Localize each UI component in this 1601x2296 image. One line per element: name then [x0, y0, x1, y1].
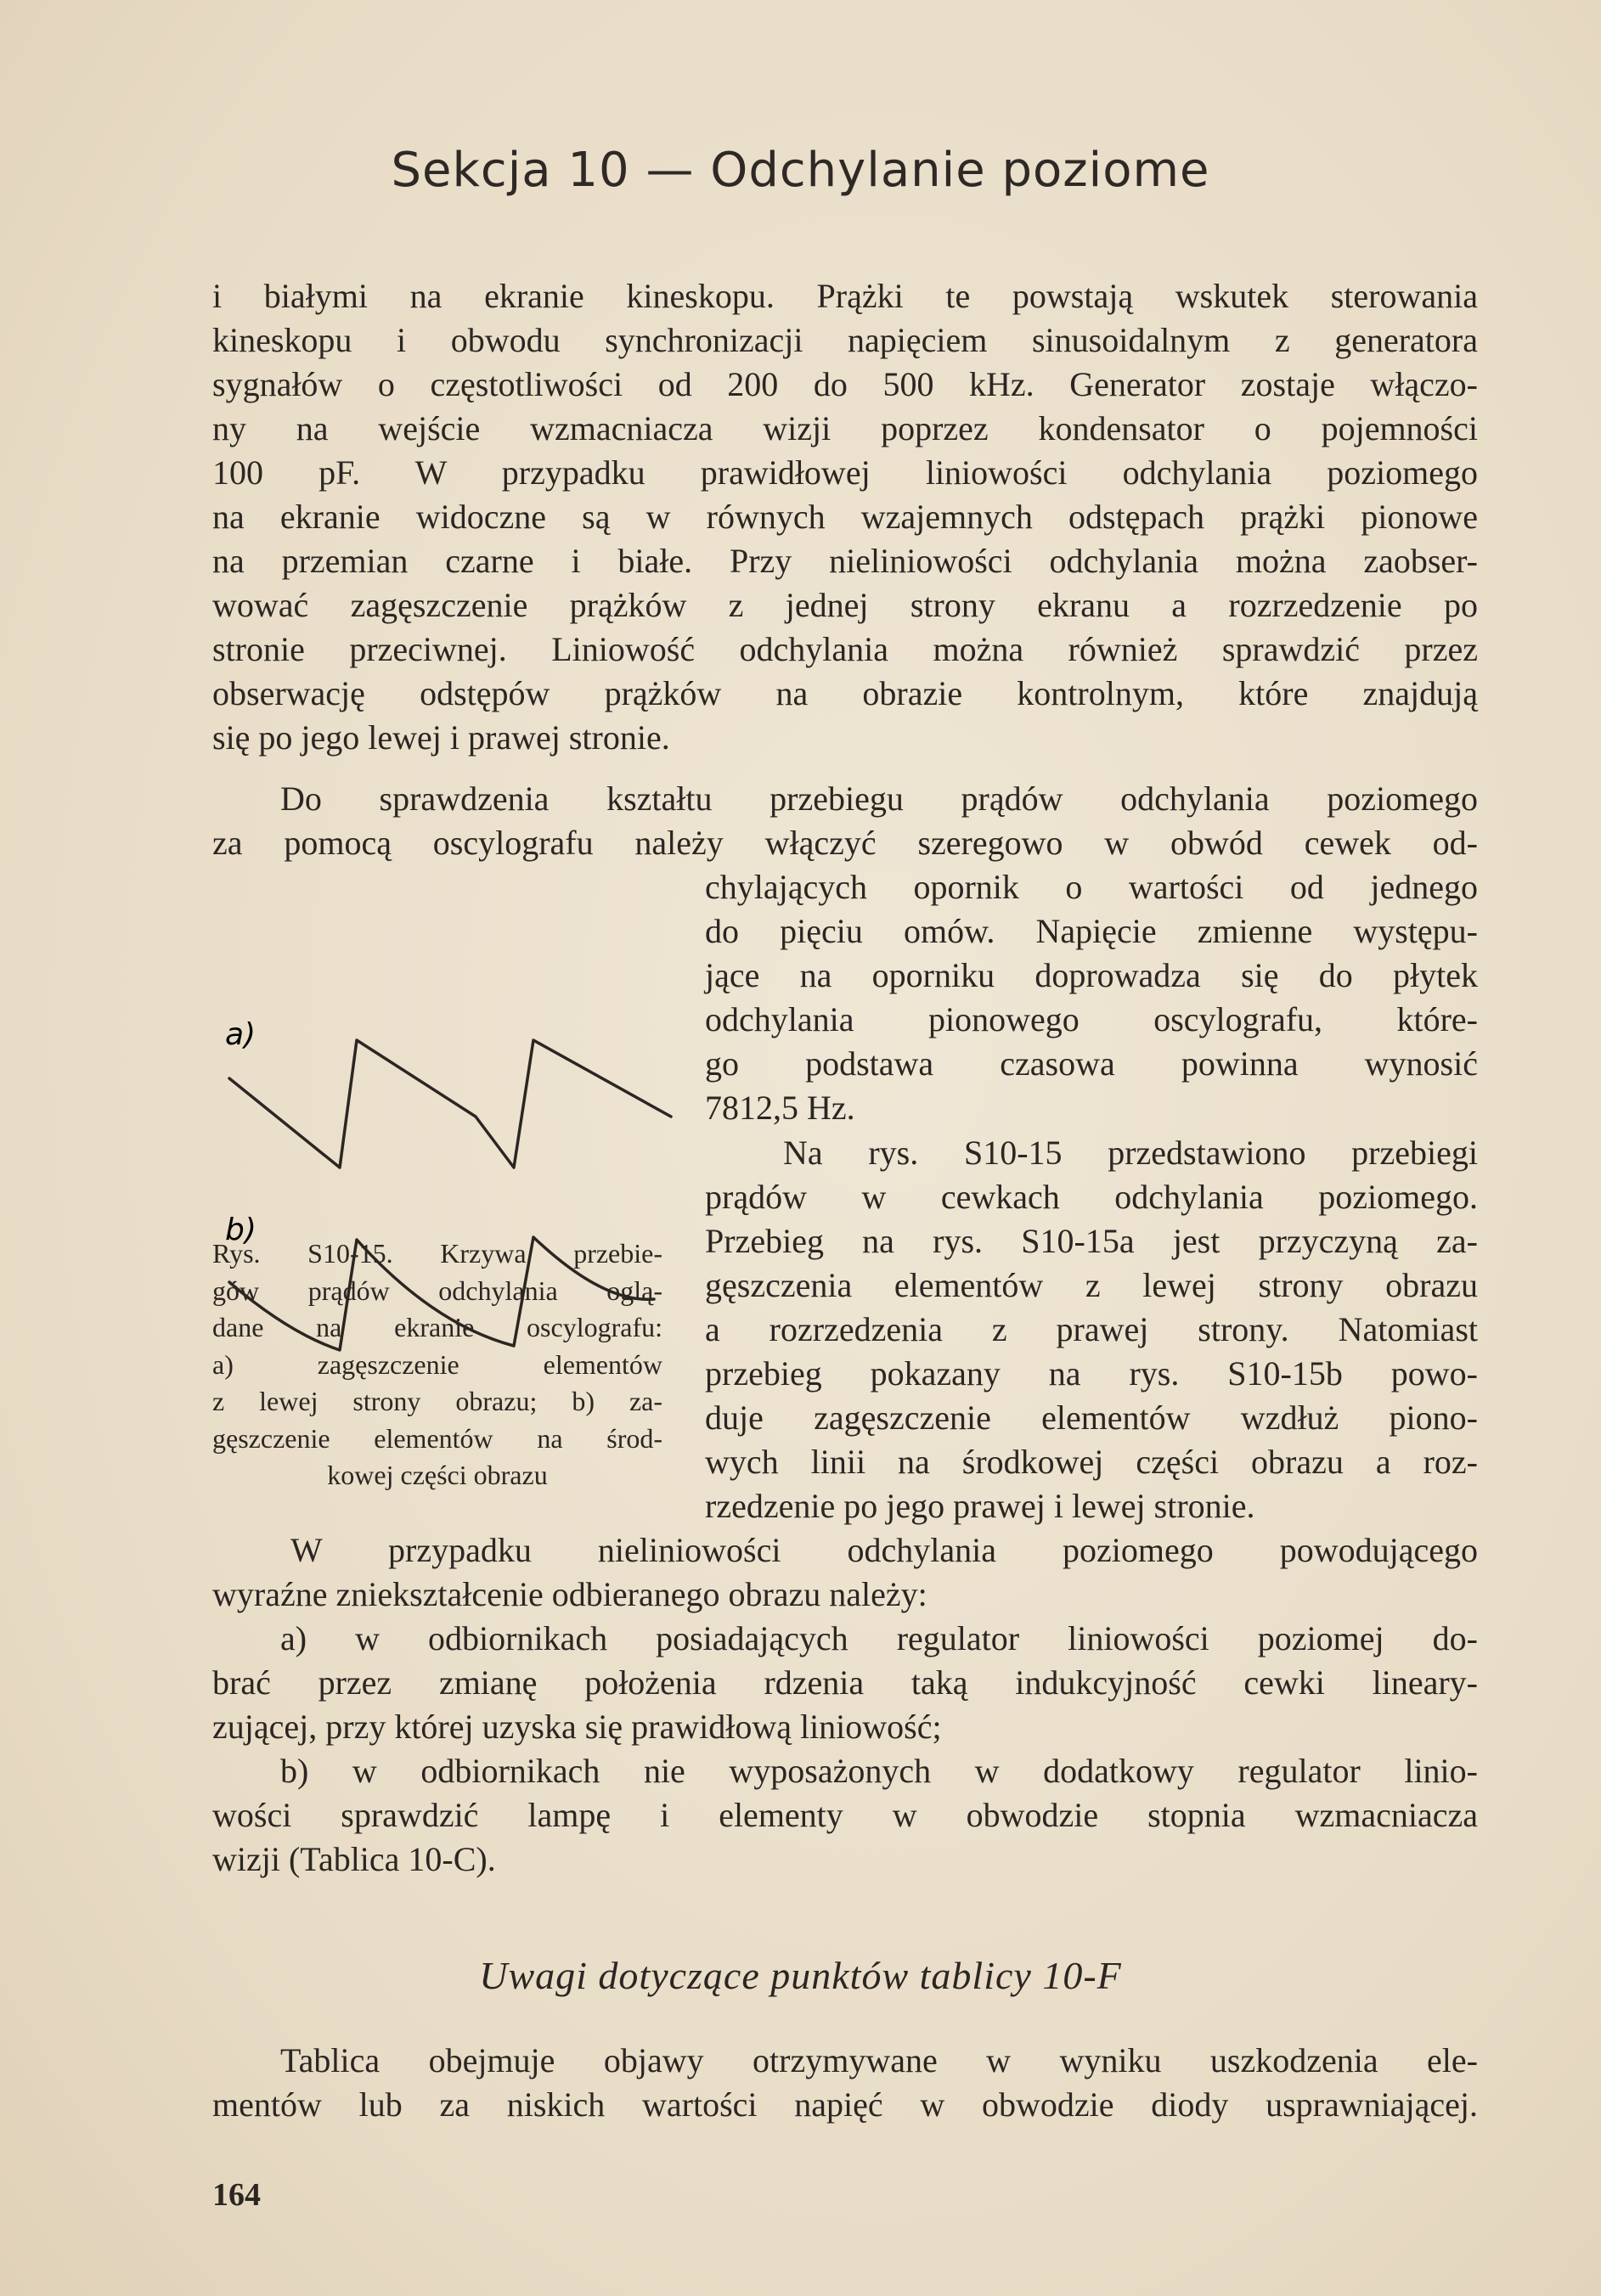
text-line: wować zagęszczenie prążków z jednej strony ekranu a rozrzedzenie po: [212, 586, 1478, 624]
text-line: ny na wejście wzmacniacza wizji poprzez kondensator o pojemności: [212, 409, 1478, 447]
subsection-title: Uwagi dotyczące punktów tablicy 10-F: [479, 1954, 1122, 1997]
text-line: brać przez zmianę położenia rdzenia taką indukcyjność cewki lineary-: [212, 1663, 1478, 1702]
text-line: na ekranie widoczne są w równych wzajemnych odstępach prążki pionowe: [212, 498, 1478, 536]
text-line: wyraźne zniekształcenie odbieranego obrazu należy:: [212, 1575, 927, 1613]
figure-label-a: a): [225, 1017, 256, 1052]
text-line: na przemian czarne i białe. Przy nieliniowości odchylania można zaobser-: [212, 542, 1478, 580]
caption-line: gęszczenie elementów na środ-: [212, 1422, 662, 1454]
text-line: obserwację odstępów prążków na obrazie kontrolnym, które znajdują: [212, 674, 1478, 712]
text-line: rzedzenie po jego prawej i lewej stronie.: [705, 1487, 1255, 1525]
paragraph-5: [212, 2039, 1478, 2127]
text-line: a rozrzedzenia z prawej strony. Natomiast: [705, 1310, 1478, 1348]
paragraph-3: [705, 1131, 1478, 1528]
page-number: 164: [212, 2177, 261, 2213]
figure-label-b: b): [225, 1213, 256, 1247]
text-line: stronie przeciwnej. Liniowość odchylania można również sprawdzić przez: [212, 630, 1478, 668]
text-line: prądów w cewkach odchylania poziomego.: [705, 1178, 1478, 1216]
section-header: Sekcja 10 — Odchylanie poziome: [391, 143, 1210, 198]
caption-line: a) zagęszczenie elementów: [212, 1348, 662, 1380]
text-line: Przebieg na rys. S10-15a jest przyczyną za-: [705, 1222, 1478, 1260]
figure-caption: [212, 1235, 662, 1494]
waveform-a: [229, 1040, 671, 1168]
text-line: do pięciu omów. Napięcie zmienne występu-: [705, 912, 1478, 950]
text-line: kineskopu i obwodu synchronizacji napięciem sinusoidalnym z generatora: [212, 321, 1478, 359]
text-line: go podstawa czasowa powinna wynosić: [705, 1044, 1478, 1083]
text-line: mentów lub za niskich wartości napięć w obwodzie diody usprawniającej.: [212, 2085, 1478, 2124]
text-line: za pomocą oscylografu należy włączyć szeregowo w obwód cewek od-: [212, 824, 1478, 862]
text-line: a) w odbiornikach posiadających regulator liniowości poziomej do-: [280, 1619, 1478, 1657]
text-line: jące na oporniku doprowadza się do płytek: [705, 956, 1478, 994]
paragraph-2-wrapped: [705, 865, 1478, 1130]
text-line: wizji (Tablica 10-C).: [212, 1840, 496, 1878]
text-line: gęszczenia elementów z lewej strony obrazu: [705, 1266, 1478, 1304]
text-line: chylających opornik o wartości od jednego: [705, 868, 1478, 906]
caption-line: gów prądów odchylania oglą-: [212, 1275, 662, 1306]
text-line: 100 pF. W przypadku prawidłowej liniowości odchylania poziomego: [212, 453, 1478, 492]
text-line: W przypadku nieliniowości odchylania poziomego powodującego: [290, 1531, 1478, 1569]
paragraph-1: [212, 274, 1478, 760]
paragraph-4: [212, 1528, 1478, 1882]
text-line: przebieg pokazany na rys. S10-15b powo-: [705, 1354, 1478, 1393]
text-line: wości sprawdzić lampę i elementy w obwodzie stopnia wzmacniacza: [212, 1796, 1478, 1834]
text-line: Tablica obejmuje objawy otrzymywane w wyniku uszkodzenia ele-: [280, 2041, 1478, 2079]
caption-line: dane na ekranie oscylografu:: [212, 1312, 662, 1342]
text-line: zującej, przy której uzyska się prawidłową liniowość;: [212, 1708, 942, 1746]
text-line: Na rys. S10-15 przedstawiono przebiegi: [783, 1134, 1478, 1172]
text-line: duje zagęszczenie elementów wzdłuż piono-: [705, 1398, 1478, 1437]
text-line: 7812,5 Hz.: [705, 1089, 855, 1127]
text-line: się po jego lewej i prawej stronie.: [212, 718, 670, 757]
caption-line: z lewej strony obrazu; b) za-: [212, 1386, 662, 1416]
caption-line: kowej części obrazu: [327, 1460, 548, 1490]
text-line: odchylania pionowego oscylografu, które-: [705, 1000, 1478, 1038]
text-line: i białymi na ekranie kineskopu. Prążki te powstają wskutek sterowania: [212, 277, 1478, 315]
text-line: b) w odbiornikach nie wyposażonych w dodatkowy regulator linio-: [280, 1752, 1478, 1790]
text-line: sygnałów o częstotliwości od 200 do 500 kHz. Generator zostaje włączo-: [212, 365, 1478, 403]
text-line: wych linii na środkowej części obrazu a roz-: [705, 1443, 1478, 1481]
paragraph-2: [212, 777, 1478, 865]
text-line: Do sprawdzenia kształtu przebiegu prądów odchylania poziomego: [280, 779, 1478, 818]
caption-line: Rys. S10-15. Krzywa przebie-: [212, 1238, 662, 1269]
